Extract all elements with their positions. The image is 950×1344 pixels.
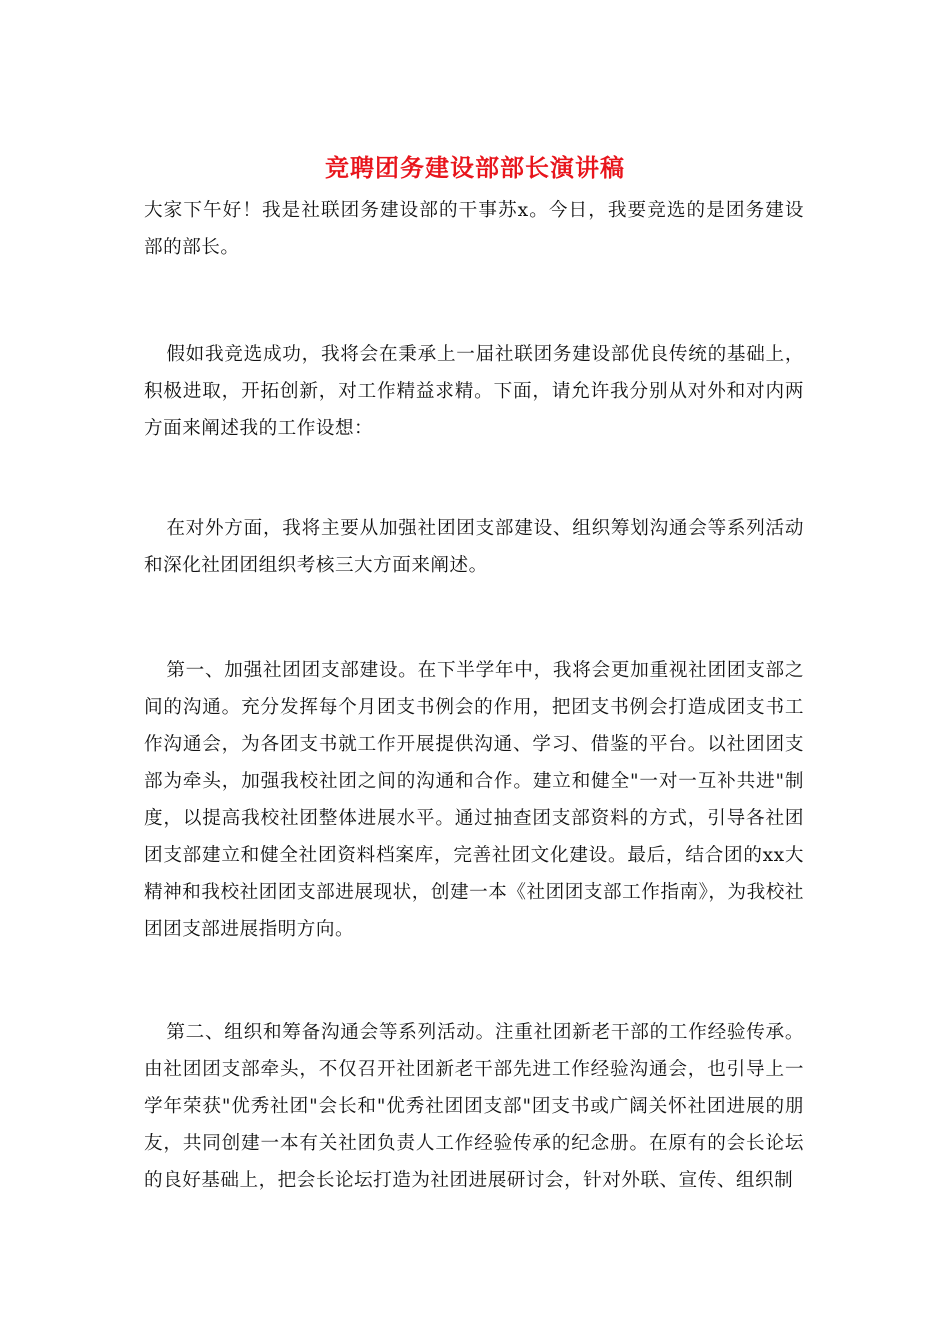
document-title: 竞聘团务建设部部长演讲稿 — [325, 153, 625, 182]
paragraph-point-one: 第一、加强社团团支部建设。在下半学年中，我将会更加重视社团团支部之间的沟通。充分发挥每个月团支书例会的作用，把团支书例会打造成团支书工作沟通会，为各团支书就工作开展提供沟通、学习、借鉴的平台。以社团团支部为牵头，加强我校社团之间的沟通和合作。建立和健全"一对一互补共进"制度，以提高我校社团整体进展水平。通过抽查团支部资料的方式，引导各社团团支部建立和健全社团资料档案库，完善社团文化建设。最后，结合团的xx大精神和我校社团团支部进展现状，创建一本《社团团支部工作指南》，为我校社团团支部进展指明方向。 — [144, 660, 804, 940]
paragraph-intro: 假如我竞选成功，我将会在秉承上一届社联团务建设部优良传统的基础上，积极进取，开拓创新，对工作精益求精。下面，请允许我分别从对外和对内两方面来阐述我的工作设想： — [144, 344, 804, 439]
paragraph-external-overview: 在对外方面，我将主要从加强社团团支部建设、组织筹划沟通会等系列活动和深化社团团组织考核三大方面来阐述。 — [144, 518, 804, 576]
paragraph-point-two: 第二、组织和筹备沟通会等系列活动。注重社团新老干部的工作经验传承。由社团团支部牵头，不仅召开社团新老干部先进工作经验沟通会，也引导上一学年荣获"优秀社团"会长和"优秀社团团支部"团支书或广阔关怀社团进展的朋友，共同创建一本有关社团负责人工作经验传承的纪念册。在原有的会长论坛的良好基础上，把会长论坛打造为社团进展研讨会，针对外联、宣传、组织制 — [144, 1022, 804, 1191]
paragraph-greeting: 大家下午好！我是社联团务建设部的干事苏x。今日，我要竞选的是团务建设部的部长。 — [144, 200, 804, 258]
